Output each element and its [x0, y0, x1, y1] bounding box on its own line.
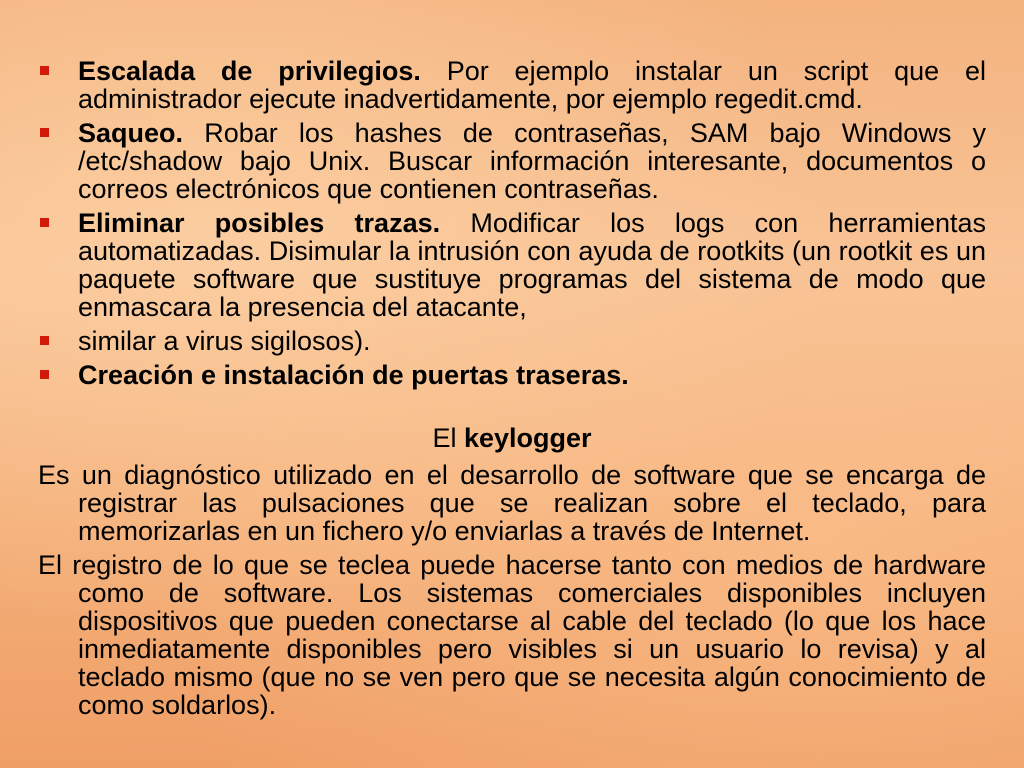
bullet-heading: Saqueo.	[78, 118, 184, 148]
square-bullet-icon	[40, 336, 49, 345]
bullet-item	[38, 209, 986, 321]
section-title	[0, 424, 1024, 452]
paragraph: Es un diagnóstico utilizado en el desarrollo de software que se encarga de registrar las pulsaciones que se realizan sobre el teclado, para memorizarlas en un fichero y/o enviarlas a través de Internet.	[38, 460, 986, 546]
bullet-list	[38, 57, 986, 395]
bullet-text: similar a virus sigilosos).	[78, 326, 371, 356]
bullet-text: Robar los hashes de contraseñas, SAM bajo Windows y /etc/shadow bajo Unix. Buscar información interesante, documentos o correos electrónicos que contienen contraseñas.	[78, 118, 986, 204]
square-bullet-icon	[40, 128, 49, 137]
section-title-prefix: El	[432, 423, 464, 453]
bullet-text: Por ejemplo instalar un script que el administrador ejecute inadvertidamente, por ejemplo regedit.cmd.	[78, 56, 986, 114]
bullet-heading: Escalada de privilegios.	[78, 56, 421, 86]
section-title-keyword: keylogger	[463, 423, 592, 453]
bullet-item	[38, 327, 986, 355]
bullet-heading: Creación e instalación de puertas traseras.	[78, 360, 629, 390]
paragraph: El registro de lo que se teclea puede hacerse tanto con medios de hardware como de software. Los sistemas comerciales disponibles incluyen dispositivos que pueden conectarse al cable del teclado (lo que los hace inmediatamente disponibles pero visibles si un usuario lo revisa) y al teclado mismo (que no se ven pero que se necesita algún conocimiento de como soldarlos).	[38, 550, 986, 720]
bullet-item	[38, 57, 986, 113]
bullet-text: Modificar los logs con herramientas automatizadas. Disimular la intrusión con ayuda de rootkits (un rootkit es un paquete software que sustituye programas del sistema de modo que enmascara la presencia del atacante,	[78, 208, 986, 322]
square-bullet-icon	[40, 218, 49, 227]
bullet-item	[38, 119, 986, 203]
bullet-item	[38, 361, 986, 389]
square-bullet-icon	[40, 370, 49, 379]
square-bullet-icon	[40, 66, 49, 75]
body-paragraphs	[38, 461, 986, 725]
bullet-heading: Eliminar posibles trazas.	[78, 208, 441, 238]
